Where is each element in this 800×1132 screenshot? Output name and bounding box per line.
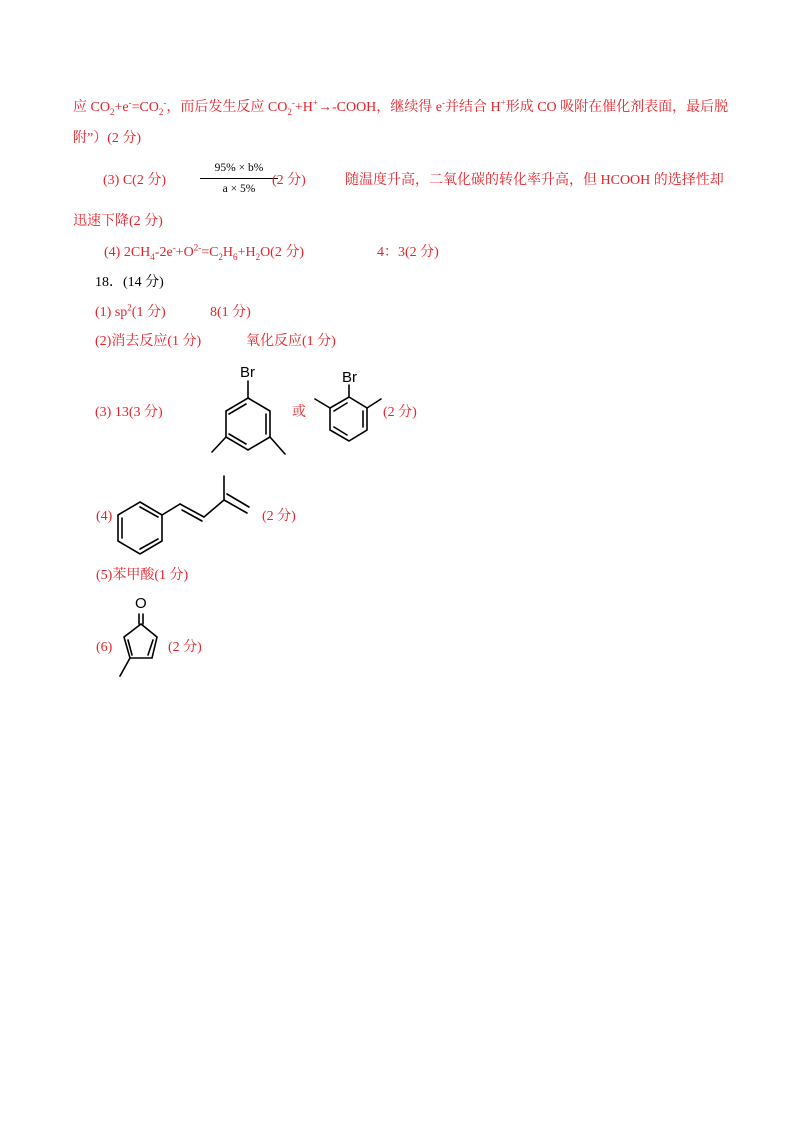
q17-part3-label: (3) C(2 分) [103,173,166,188]
bromine-atom-label: Br [240,364,255,381]
oxygen-atom-label: O [135,595,147,612]
q17-continuation-line2: 附”）(2 分) [73,131,142,146]
q18-part1: (1) $sp^2(1$ 分) [95,302,166,320]
q18-part6-label: (6) [96,640,113,655]
q17-part4-ratio: 4：3(2 分) [377,245,439,260]
q17-part3-fraction-score: (2 分) [272,173,306,188]
q18-part2-oxidation: 氧化反应(1 分) [246,334,336,349]
q18-part3-label: (3) 13(3 分) [95,405,163,420]
q17-part3-fraction [200,160,278,197]
q18-part4-score: (2 分) [262,509,296,524]
fraction-denominator: a × 5% [222,183,256,195]
q17-part4-equation: (4) $2CH_4-2e^-+O^{2-}=C_2H_6+H_2O(2$ 分) [104,242,304,262]
fraction-numerator: 95% × b% [214,162,264,174]
q17-part3-reason-cont: 迅速下降(2 分) [73,214,163,229]
q18-part6-score: (2 分) [168,640,202,655]
q17-continuation-line1: 应 $CO_2+e^-=CO_2^-$，而后发生反应 $CO_2^-+H^+\to$-COOH，继续得 e-并结合 H+形成 CO 吸附在催化剂表面，最后脱 [73,97,729,117]
bromine-atom-label: Br [342,369,357,386]
q18-part3-score: (2 分) [383,405,417,420]
structure-1-bromo-3-5-dimethylbenzene [200,360,300,470]
q18-part5: (5)苯甲酸(1 分) [96,568,189,583]
q18-part2-elimination: (2)消去反应(1 分) [95,334,202,349]
q18-header: 18．(14 分) [95,275,164,290]
q18-part4-label: (4) [96,509,113,524]
q18-part1-count: 8(1 分) [210,305,251,320]
structure-methylcyclopentadienone [110,592,170,682]
fraction-bar [200,178,278,179]
q17-part3-reason: 随温度升高，二氧化碳的转化率升高，但 HCOOH 的选择性却 [345,173,724,188]
structure-diene-styrene [112,470,272,560]
q18-part3-or: 或 [292,405,306,420]
